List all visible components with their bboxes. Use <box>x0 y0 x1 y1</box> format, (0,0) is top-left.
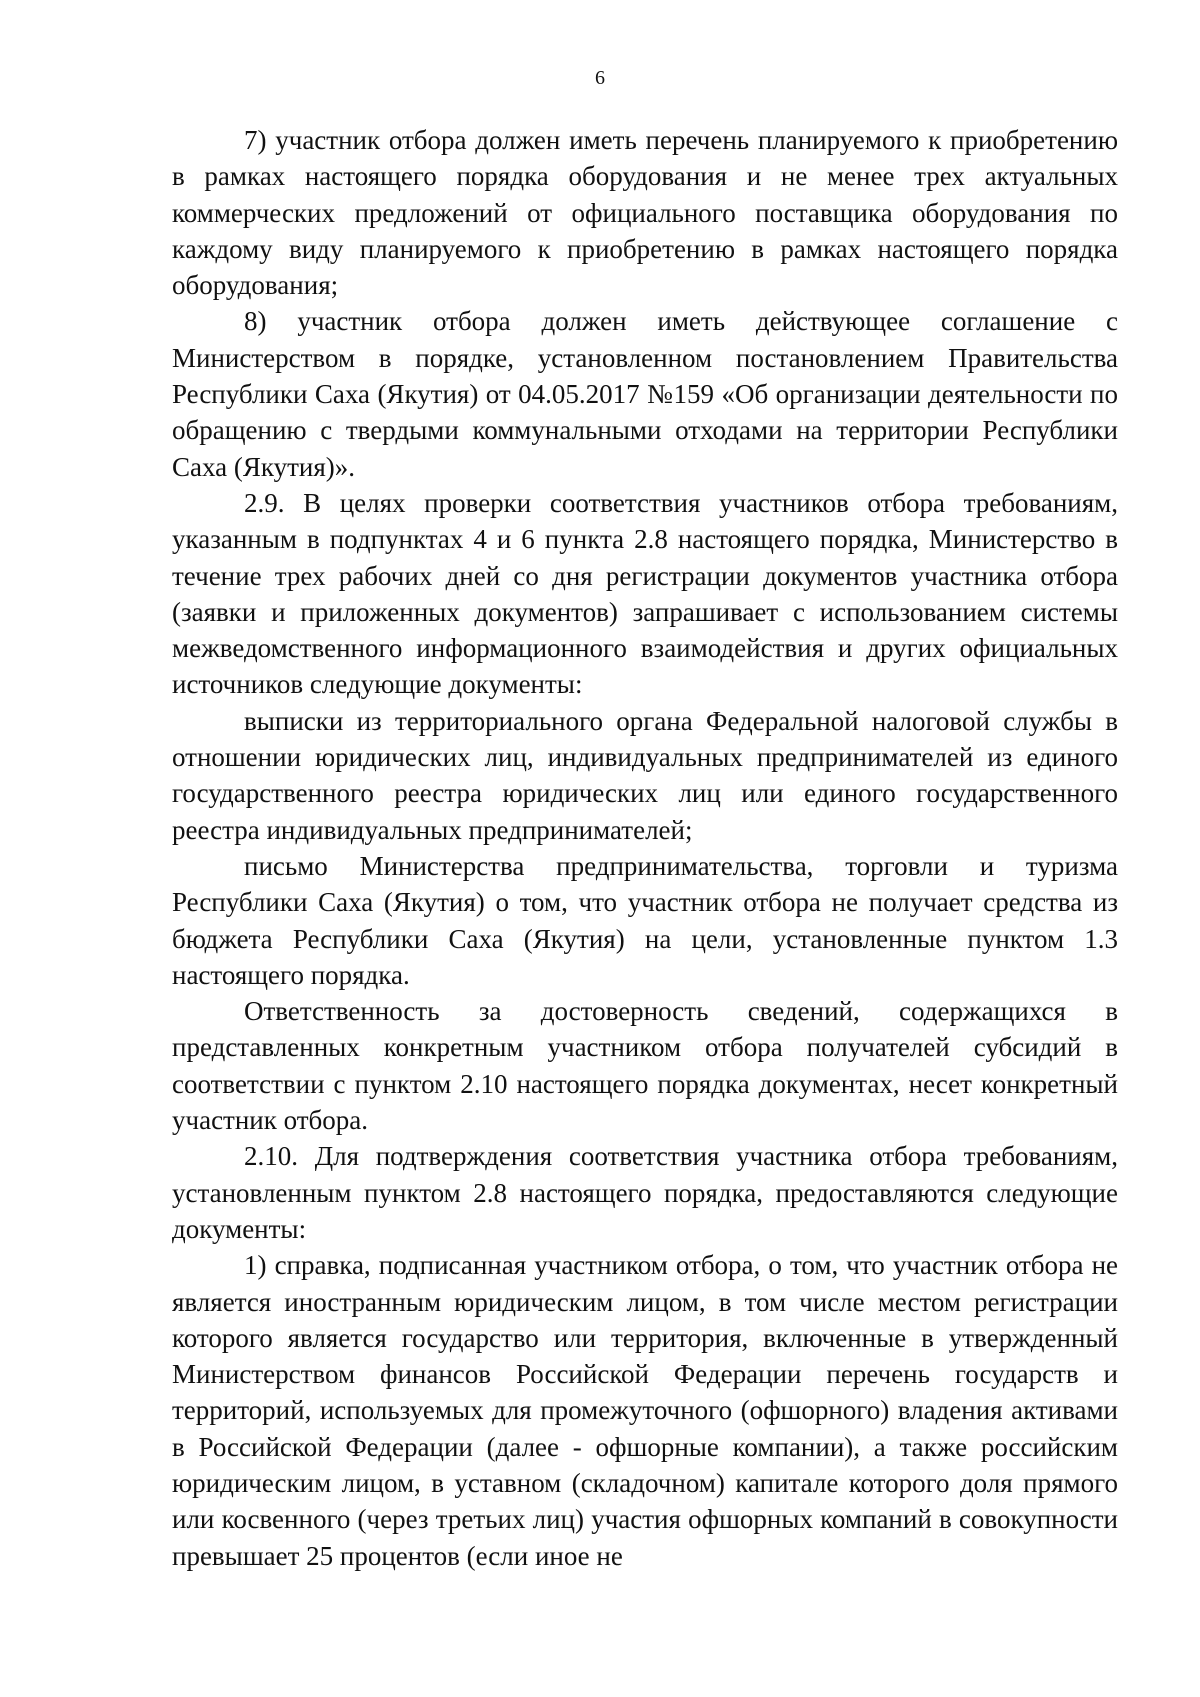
paragraph-2-9: 2.9. В целях проверки соответствия участников отбора требованиям, указанным в подпунктах 4 и 6 пункта 2.8 настоящего порядка, Министерство в течение трех рабочих дней со дня регистрации документов участника отбора (заявки и приложенных документов) запрашивает с использованием системы межведомственного информационного взаимодействия и других официальных источников следующие документы: <box>172 487 1118 700</box>
paragraph-tax-extracts: выписки из территориального органа Федеральной налоговой службы в отношении юридических лиц, индивидуальных предпринимателей из единого государственного реестра юридических лиц или единого государственного реестра индивидуальных предпринимателей; <box>172 705 1118 845</box>
paragraph-ministry-letter: письмо Министерства предпринимательства, торговли и туризма Республики Саха (Якутия) о том, что участник отбора не получает средства из бюджета Республики Саха (Якутия) на цели, установленные пунктом 1.3 настоящего порядка. <box>172 850 1118 990</box>
paragraph-2-10: 2.10. Для подтверждения соответствия участника отбора требованиям, установленным пунктом 2.8 настоящего порядка, предоставляются следующие документы: <box>172 1141 1118 1244</box>
document-body <box>172 122 1118 1574</box>
paragraph-item-1-certificate: 1) справка, подписанная участником отбора, о том, что участник отбора не является иностранным юридическим лицом, в том числе местом регистрации которого является государство или территория, включенные в утвержденный Министерством финансов Российской Федерации перечень государств и территорий, используемых для промежуточного (офшорного) владения активами в Российской Федерации (далее - офшорные компании), а также российским юридическим лицом, в уставном (складочном) капитале которого доля прямого или косвенного (через третьих лиц) участия офшорных компаний в совокупности превышает 25 процентов (если иное не <box>172 1250 1118 1571</box>
paragraph-responsibility: Ответственность за достоверность сведений, содержащихся в представленных конкретным участником отбора получателей субсидий в соответствии с пунктом 2.10 настоящего порядка документах, несет конкретный участник отбора. <box>172 996 1118 1136</box>
paragraph-item-8: 8) участник отбора должен иметь действующее соглашение с Министерством в порядке, установленном постановлением Правительства Республики Саха (Якутия) от 04.05.2017 №159 «Об организации деятельности по обращению с твердыми коммунальными отходами на территории Республики Саха (Якутия)». <box>172 306 1118 482</box>
paragraph-item-7: 7) участник отбора должен иметь перечень планируемого к приобретению в рамках настоящего порядка оборудования и не менее трех актуальных коммерческих предложений от официального поставщика оборудования по каждому виду планируемого к приобретению в рамках настоящего порядка оборудования; <box>172 125 1118 301</box>
page-number: 6 <box>595 67 605 89</box>
